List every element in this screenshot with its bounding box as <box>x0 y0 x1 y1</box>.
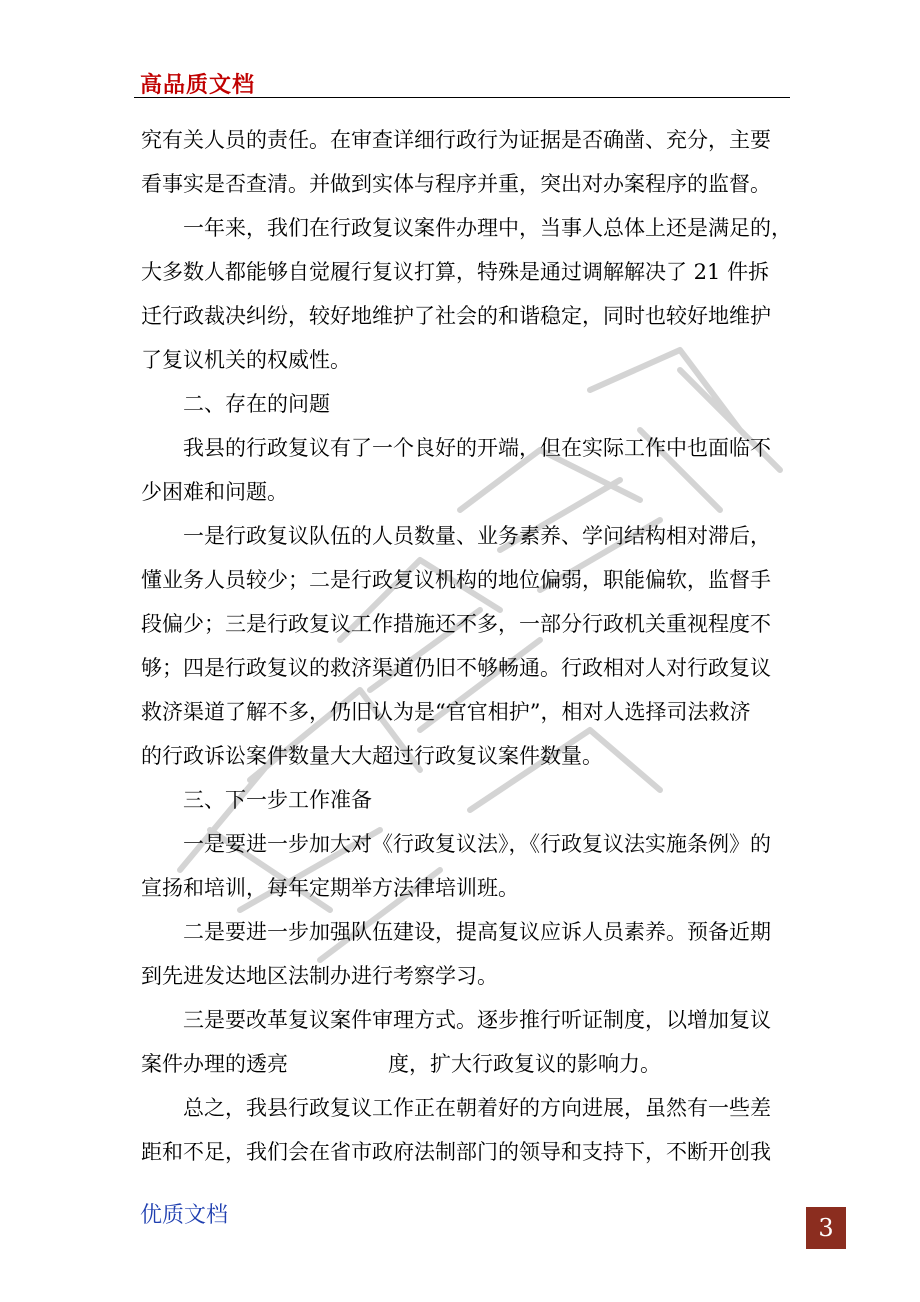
body-line: 迁行政裁决纠纷，较好地维护了社会的和谐稳定，同时也较好地维护 <box>141 304 771 328</box>
document-body <box>141 118 792 1174</box>
section-heading: 二、存在的问题 <box>183 392 330 416</box>
body-line-part: 案件办理的透亮 <box>141 1052 288 1076</box>
body-line: 一是行政复议队伍的人员数量、业务素养、学问结构相对滞后， <box>183 524 771 548</box>
body-line: 的行政诉讼案件数量大大超过行政复议案件数量。 <box>141 744 603 768</box>
body-line: 一是要进一步加大对《行政复议法》，《行政复议法实施条例》的 <box>183 832 771 856</box>
body-line: 宣扬和培训，每年定期举方法律培训班。 <box>141 876 519 900</box>
body-line <box>141 1042 786 1086</box>
header-title: 高品质文档 <box>140 73 256 98</box>
body-line: 到先进发达地区法制办进行考察学习。 <box>141 964 498 988</box>
body-line: 段偏少；三是行政复议工作措施还不多，一部分行政机关重视程度不 <box>141 612 771 636</box>
body-line: 总之，我县行政复议工作正在朝着好的方向进展，虽然有一些差 <box>183 1096 771 1120</box>
section-heading: 三、下一步工作准备 <box>183 788 372 812</box>
body-line: 三是要改革复议案件审理方式。逐步推行听证制度，以增加复议 <box>183 1008 771 1032</box>
body-line-part: 度，扩大行政复议的影响力。 <box>388 1052 661 1076</box>
body-line: 究有关人员的责任。在审查详细行政行为证据是否确凿、充分，主要 <box>141 128 771 152</box>
body-line: 二是要进一步加强队伍建设，提高复议应诉人员素养。预备近期 <box>183 920 771 944</box>
body-line: 够；四是行政复议的救济渠道仍旧不够畅通。行政相对人对行政复议 <box>141 656 771 680</box>
header-rule <box>134 97 790 98</box>
body-line: 了复议机关的权威性。 <box>141 348 351 372</box>
body-line: 懂业务人员较少；二是行政复议机构的地位偏弱，职能偏软，监督手 <box>141 568 771 592</box>
body-line: 少困难和问题。 <box>141 480 288 504</box>
body-line: 救济渠道了解不多，仍旧认为是“官官相护”，相对人选择司法救济 <box>141 700 751 724</box>
body-line: 我县的行政复议有了一个良好的开端，但在实际工作中也面临不 <box>183 436 771 460</box>
page-number-badge: 3 <box>806 1207 846 1249</box>
footer-label: 优质文档 <box>140 1203 229 1228</box>
body-line: 看事实是否查清。并做到实体与程序并重，突出对办案程序的监督。 <box>141 172 771 196</box>
body-line: 距和不足，我们会在省市政府法制部门的领导和支持下，不断开创我 <box>141 1140 771 1164</box>
body-line: 一年来，我们在行政复议案件办理中，当事人总体上还是满足的， <box>183 216 792 240</box>
body-line: 大多数人都能够自觉履行复议打算，特殊是通过调解解决了 21 件拆 <box>141 260 770 284</box>
